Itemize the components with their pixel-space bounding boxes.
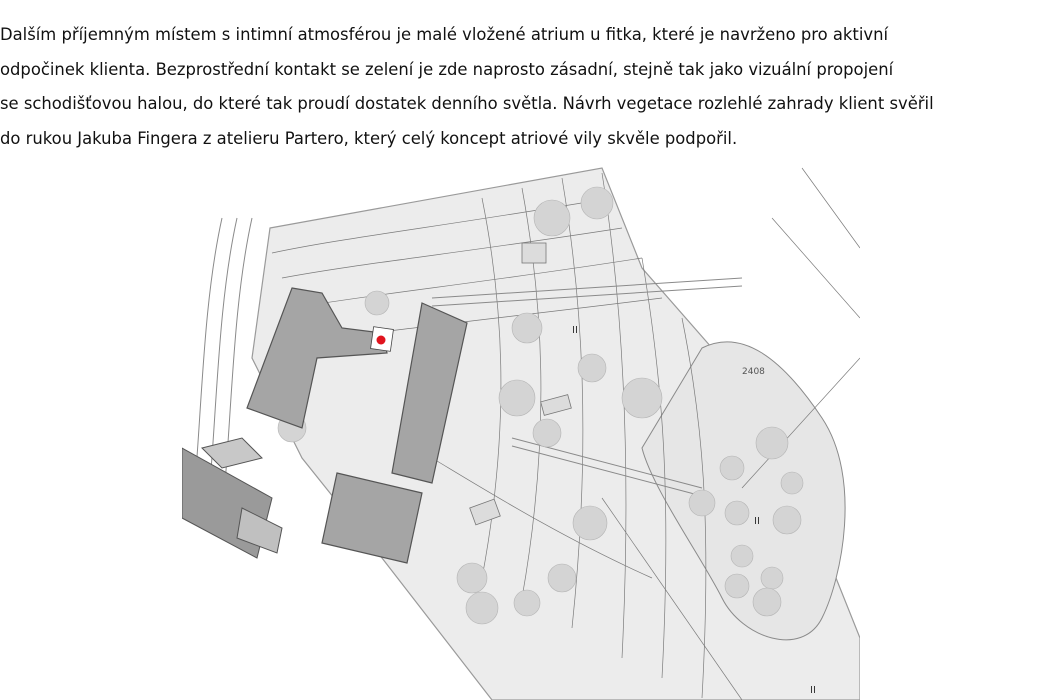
paragraph-line-4: do rukou Jakuba Fingera z atelieru Partero, který celý koncept atriové vily skvěle podpořil. (0, 128, 738, 148)
zone-label-top: II (572, 325, 578, 336)
paragraph-line-3: se schodišťovou halou, do které tak proudí dostatek denního světla. Návrh vegetace rozlehlé zahrady klient svěřil (0, 94, 934, 113)
paragraph-line-1: Dalším příjemným místem s intimní atmosférou je malé vložené atrium u fitka, které je navrženo pro aktivní (0, 25, 889, 44)
zone-label-right: II (754, 516, 760, 527)
neighbour-building (182, 438, 282, 558)
paragraph-line-2: odpočinek klienta. Bezprostřední kontakt se zelení je zde naprosto zásadní, stejně tak jako vizuální propojení (0, 59, 894, 79)
article-paragraph (0, 18, 1040, 156)
atrium-marker (377, 336, 386, 345)
parcel-number-label: 2408 (742, 367, 765, 377)
zone-label-bottom: II (810, 685, 816, 696)
site-plan-svg (182, 158, 860, 700)
site-plan-drawing (182, 158, 860, 700)
